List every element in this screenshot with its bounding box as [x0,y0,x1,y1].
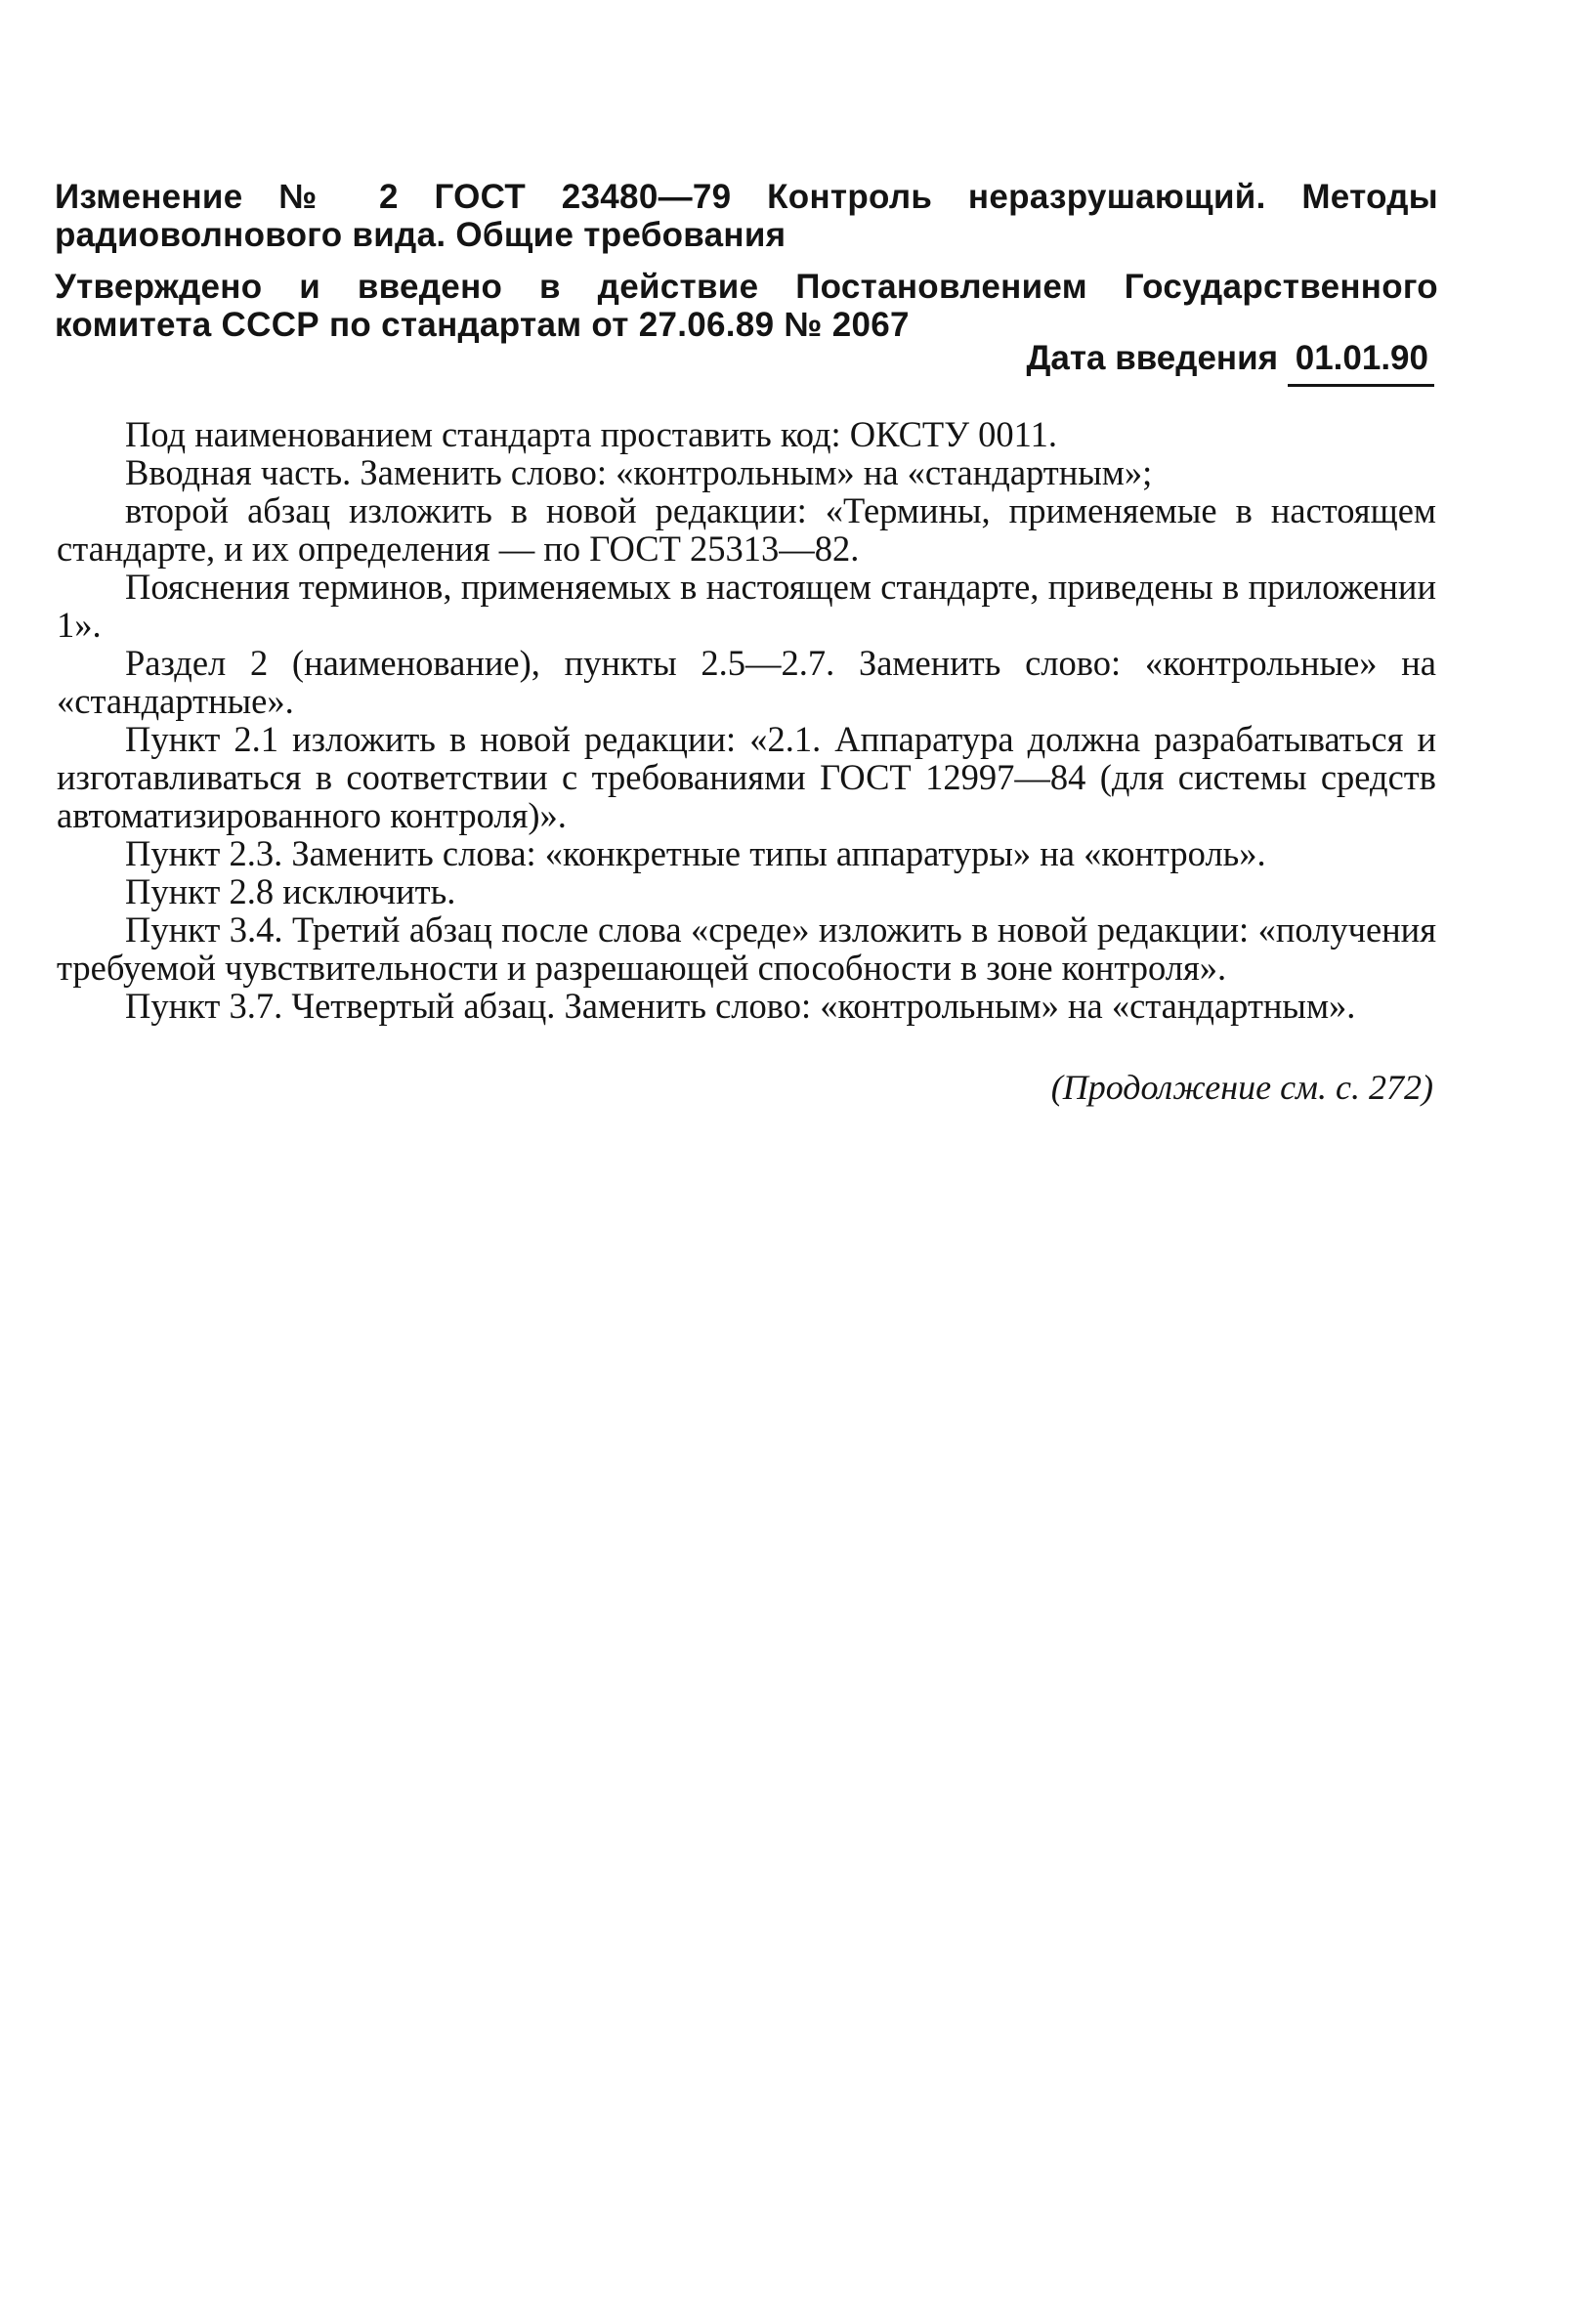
introduction-date-value: 01.01.90 [1288,339,1434,387]
paragraph-item-3-4: Пункт 3.4. Третий абзац после слова «среде» изложить в новой редакции: «получения требуемой чувствительности и разрешающей способности в зоне контроля». [57,909,1436,988]
approval-statement: Утверждено и введено в действие Постановлением Государственного комитета СССР по стандартам от 27.06.89 № 2067 [55,268,1438,344]
paragraph-item-2-8: Пункт 2.8 исключить. [125,871,456,911]
amendment-title: Изменение № 2 ГОСТ 23480—79 Контроль неразрушающий. Методы радиоволнового вида. Общие требования [55,178,1438,254]
paragraph-item-3-7: Пункт 3.7. Четвертый абзац. Заменить слово: «контрольным» на «стандартным». [125,986,1356,1026]
paragraph-second-abzats: второй абзац изложить в новой редакции: «Термины, применяемые в настоящем стандарте, и их определения — по ГОСТ 25313—82. [57,490,1436,569]
paragraph-terms-explanation: Пояснения терминов, применяемых в настоящем стандарте, приведены в приложении 1». [57,567,1436,645]
introduction-date-label: Дата введения [1026,339,1279,377]
introduction-date [1026,339,1434,387]
paragraph-item-2-3: Пункт 2.3. Заменить слова: «конкретные типы аппаратуры» на «контроль». [125,833,1266,873]
amendment-body [57,415,1436,1025]
paragraph-introduction: Вводная часть. Заменить слово: «контрольным» на «стандартным»; [125,452,1153,492]
paragraph-section-2: Раздел 2 (наименование), пункты 2.5—2.7. Заменить слово: «контрольные» на «стандартные». [57,643,1436,721]
continuation-note: (Продолжение см. с. 272) [1050,1068,1433,1107]
paragraph-okstu-code: Под наименованием стандарта проставить код: ОКСТУ 0011. [125,414,1057,454]
paragraph-item-2-1: Пункт 2.1 изложить в новой редакции: «2.1. Аппаратура должна разрабатываться и изготавливаться в соответствии с требованиями ГОСТ 12997—84 (для системы средств автоматизированного контроля)». [57,719,1436,835]
document-header [55,178,1438,358]
